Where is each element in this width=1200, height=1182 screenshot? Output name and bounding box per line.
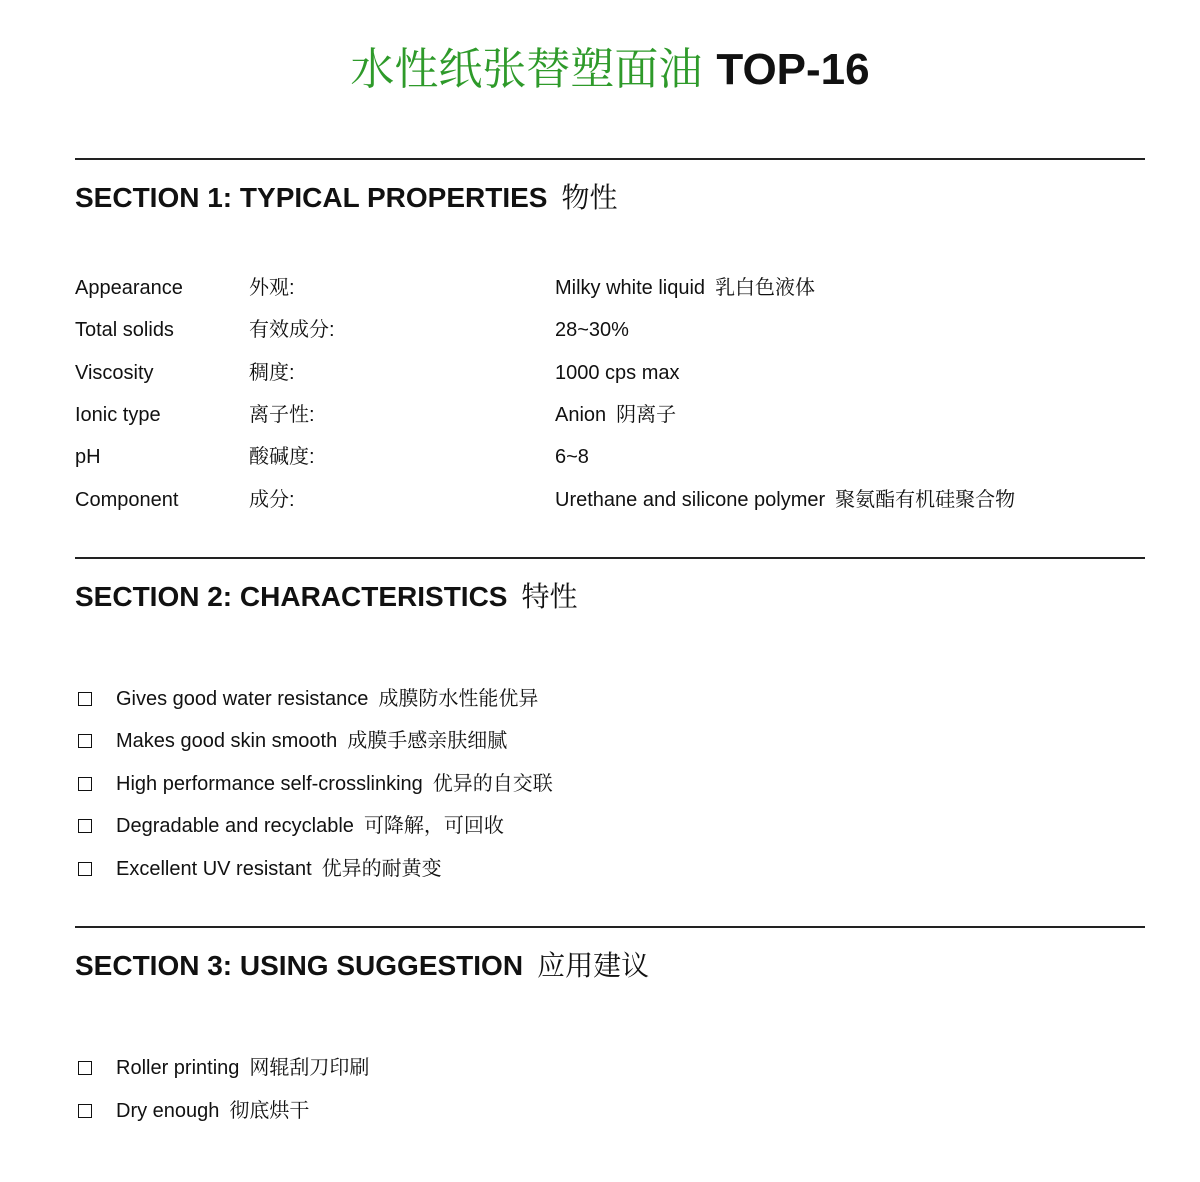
section-2-heading (75, 579, 577, 615)
characteristic-cn: 可降解，可回收 (363, 815, 504, 837)
divider-2 (75, 557, 1145, 559)
section-3-heading-en: SECTION 3: USING SUGGESTION (75, 950, 524, 981)
characteristic-en: Gives good water resistance (116, 688, 369, 710)
characteristic-en: Degradable and recyclable (116, 815, 354, 837)
property-row-total-solids (75, 315, 1145, 345)
checkbox-icon (78, 777, 92, 791)
characteristic-en: Makes good skin smooth (116, 730, 338, 752)
property-value-en: 1000 cps max (555, 362, 680, 384)
property-label-cn: 稠度: (249, 362, 295, 384)
property-value-cn: 聚氨酯有机硅聚合物 (835, 489, 1016, 511)
property-label-en: Ionic type (75, 404, 161, 426)
property-row-ionic-type (75, 400, 1145, 430)
section-1-heading-cn: 物性 (561, 182, 618, 213)
property-value (555, 485, 1015, 515)
title-chinese: 水性纸张替塑面油 (350, 45, 703, 94)
property-value-en: 6~8 (555, 446, 589, 468)
property-value-en: Anion (555, 404, 607, 426)
property-label-cn: 酸碱度: (249, 446, 315, 468)
checkbox-icon (78, 734, 92, 748)
section-3-heading (75, 948, 649, 984)
section-1-heading (75, 180, 617, 216)
property-value (555, 273, 815, 303)
characteristic-cn: 优异的耐黄变 (321, 858, 442, 880)
suggestion-cn: 网辊刮刀印刷 (249, 1057, 370, 1079)
property-value (555, 358, 680, 388)
divider-3 (75, 926, 1145, 928)
characteristic-cn: 成膜手感亲肤细腻 (347, 730, 508, 752)
section-2-heading-en: SECTION 2: CHARACTERISTICS (75, 581, 508, 612)
checkbox-icon (78, 1104, 92, 1118)
property-value-en: Urethane and silicone polymer (555, 489, 826, 511)
section-3-heading-cn: 应用建议 (537, 950, 650, 981)
characteristic-cn: 优异的自交联 (432, 773, 553, 795)
checkbox-icon (78, 819, 92, 833)
property-value (555, 442, 589, 472)
property-label-en: pH (75, 446, 101, 468)
document-title (0, 40, 1200, 100)
section-2-heading-cn: 特性 (521, 581, 578, 612)
characteristic-cn: 成膜防水性能优异 (378, 688, 539, 710)
divider-1 (75, 158, 1145, 160)
checkbox-icon (78, 862, 92, 876)
section-1-heading-en: SECTION 1: TYPICAL PROPERTIES (75, 182, 548, 213)
property-label-en: Total solids (75, 319, 174, 341)
product-code: TOP-16 (716, 45, 870, 94)
property-value-en: 28~30% (555, 319, 629, 341)
property-row-ph (75, 442, 1145, 472)
suggestion-en: Dry enough (116, 1100, 220, 1122)
property-label-en: Viscosity (75, 362, 154, 384)
property-row-appearance (75, 273, 1145, 303)
property-value (555, 315, 629, 345)
property-label-en: Appearance (75, 277, 183, 299)
checkbox-icon (78, 692, 92, 706)
characteristic-en: Excellent UV resistant (116, 858, 312, 880)
property-label-cn: 外观: (249, 277, 295, 299)
property-value-en: Milky white liquid (555, 277, 706, 299)
property-value (555, 400, 676, 430)
property-row-component (75, 485, 1145, 515)
property-label-en: Component (75, 489, 179, 511)
property-label-cn: 有效成分: (249, 319, 335, 341)
checkbox-icon (78, 1061, 92, 1075)
property-value-cn: 乳白色液体 (715, 277, 816, 299)
property-label-cn: 成分: (249, 489, 295, 511)
suggestion-cn: 彻底烘干 (229, 1100, 310, 1122)
property-row-viscosity (75, 358, 1145, 388)
property-label-cn: 离子性: (249, 404, 315, 426)
characteristic-en: High performance self-crosslinking (116, 773, 423, 795)
suggestion-en: Roller printing (116, 1057, 240, 1079)
property-value-cn: 阴离子 (616, 404, 677, 426)
